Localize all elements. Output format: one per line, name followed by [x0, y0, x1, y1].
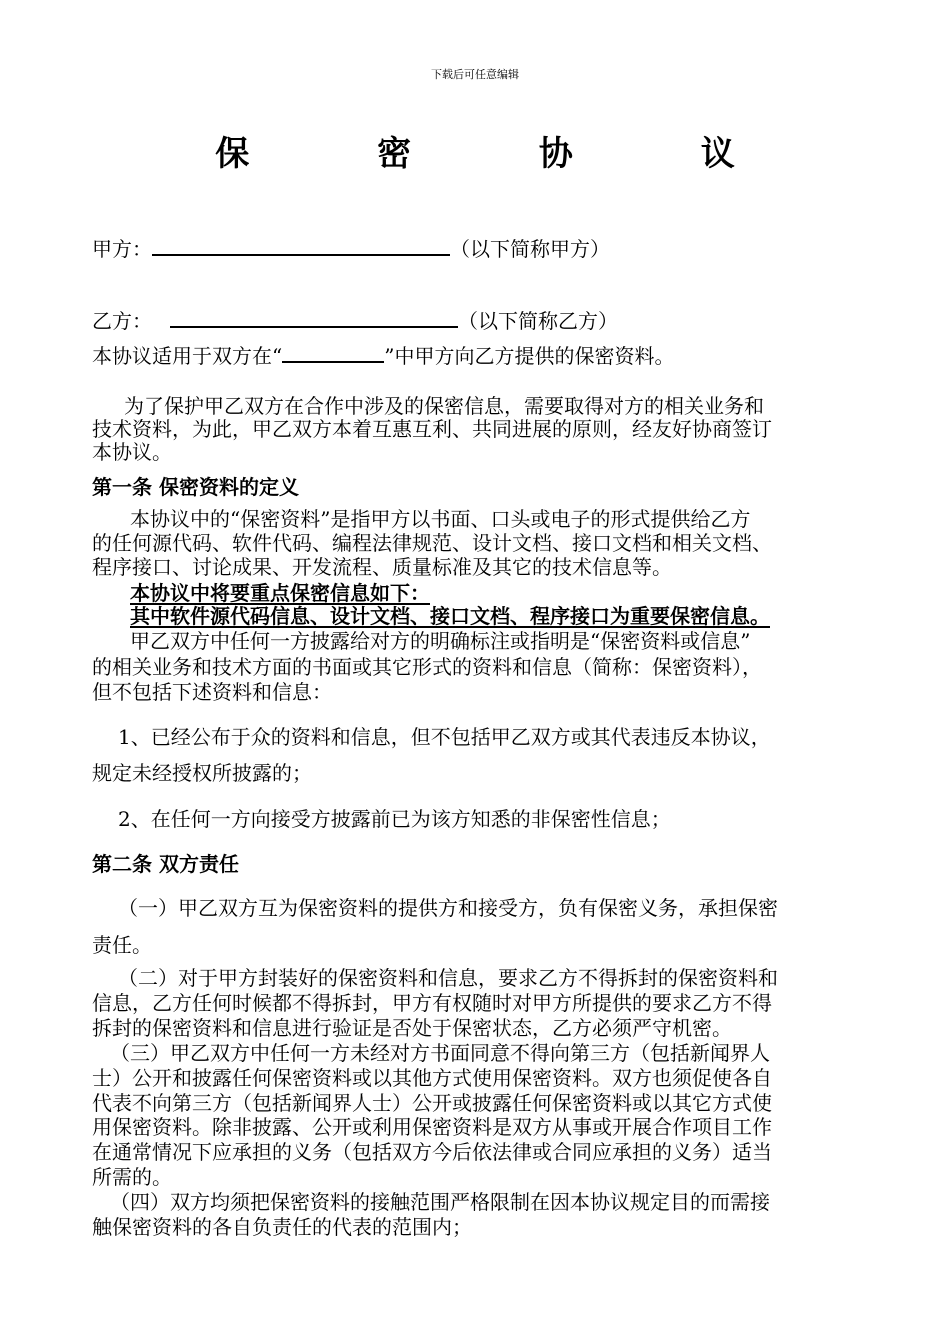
clause-1-cont: 责任。 — [92, 933, 152, 957]
disclosure-line: 甲乙双方中任何一方披露给对方的明确标注或指明是“保密资料或信息” — [130, 629, 751, 653]
article-2-heading: 第二条 双方责任 — [92, 852, 239, 876]
preamble-line: 为了保护甲乙双方在合作中涉及的保密信息，需要取得对方的相关业务和 — [124, 394, 764, 418]
exception-item-1-cont: 规定未经授权所披露的； — [92, 761, 312, 785]
header-note: 下载后可任意编辑 — [431, 68, 519, 81]
clause-1: （一）甲乙双方互为保密资料的提供方和接受方，负有保密义务，承担保密 — [118, 896, 778, 920]
clause-2-line: （二）对于甲方封装好的保密资料和信息，要求乙方不得拆封的保密资料和 — [118, 966, 778, 990]
party-a-line — [92, 236, 610, 261]
key-info-detail: 其中软件源代码信息、设计文档、接口文档、程序接口为重要保密信息。 — [130, 604, 770, 628]
clause-3-line: 在通常情况下应承担的义务（包括双方今后依法律或合同应承担的义务）适当 — [92, 1140, 772, 1164]
party-b-label: 乙方： — [92, 309, 152, 333]
exception-item-2: 2、在任何一方向接受方披露前已为该方知悉的非保密性信息； — [118, 807, 671, 831]
party-b-blank[interactable] — [170, 308, 458, 328]
party-b-line — [92, 308, 618, 333]
party-a-blank[interactable] — [152, 236, 450, 256]
clause-2-line: 信息，乙方任何时候都不得拆封，甲方有权随时对甲方所提供的要求乙方不得 — [92, 991, 772, 1015]
clause-3-line: 所需的。 — [92, 1165, 172, 1189]
definition-line: 的任何源代码、软件代码、编程法律规范、设计文档、接口文档和相关文档、 — [92, 531, 772, 555]
clause-3-line: 代表不向第三方（包括新闻界人士）公开或披露任何保密资料或以其它方式使 — [92, 1091, 772, 1115]
scope-after: ”中甲方向乙方提供的保密资料。 — [384, 344, 675, 368]
preamble-line: 技术资料，为此，甲乙双方本着互惠互利、共同进展的原则，经友好协商签订 — [92, 417, 772, 441]
clause-3-line: 用保密资料。除非披露、公开或利用保密资料是双方从事或开展合作项目工作 — [92, 1115, 772, 1139]
project-name-blank[interactable] — [282, 343, 384, 363]
document-title: 保 密 协 议 — [215, 134, 793, 174]
scope-line — [92, 343, 674, 368]
party-b-suffix: （以下简称乙方） — [458, 309, 618, 333]
definition-line: 程序接口、讨论成果、开发流程、质量标准及其它的技术信息等。 — [92, 555, 672, 579]
definition-line: 本协议中的“保密资料”是指甲方以书面、口头或电子的形式提供给乙方 — [130, 507, 751, 531]
clause-3-line: （三）甲乙双方中任何一方未经对方书面同意不得向第三方（包括新闻界人 — [110, 1041, 770, 1065]
exception-item-1: 1、已经公布于众的资料和信息，但不包括甲乙双方或其代表违反本协议， — [118, 725, 771, 749]
preamble-line: 本协议。 — [92, 440, 172, 464]
clause-2-line: 拆封的保密资料和信息进行验证是否处于保密状态，乙方必须严守机密。 — [92, 1016, 732, 1040]
disclosure-line: 的相关业务和技术方面的书面或其它形式的资料和信息（简称：保密资料）， — [92, 655, 762, 679]
party-a-suffix: （以下简称甲方） — [450, 237, 610, 261]
article-1-heading: 第一条 保密资料的定义 — [92, 475, 299, 499]
party-a-label: 甲方： — [92, 237, 152, 261]
disclosure-line: 但不包括下述资料和信息： — [92, 680, 332, 704]
key-info-heading: 本协议中将要重点保密信息如下： — [130, 581, 430, 605]
clause-4-line: 触保密资料的各自负责任的代表的范围内； — [92, 1215, 472, 1239]
clause-3-line: 士）公开和披露任何保密资料或以其他方式使用保密资料。双方也须促使各自 — [92, 1066, 772, 1090]
clause-4-line: （四）双方均须把保密资料的接触范围严格限制在因本协议规定目的而需接 — [110, 1190, 770, 1214]
scope-before: 本协议适用于双方在“ — [92, 344, 283, 368]
